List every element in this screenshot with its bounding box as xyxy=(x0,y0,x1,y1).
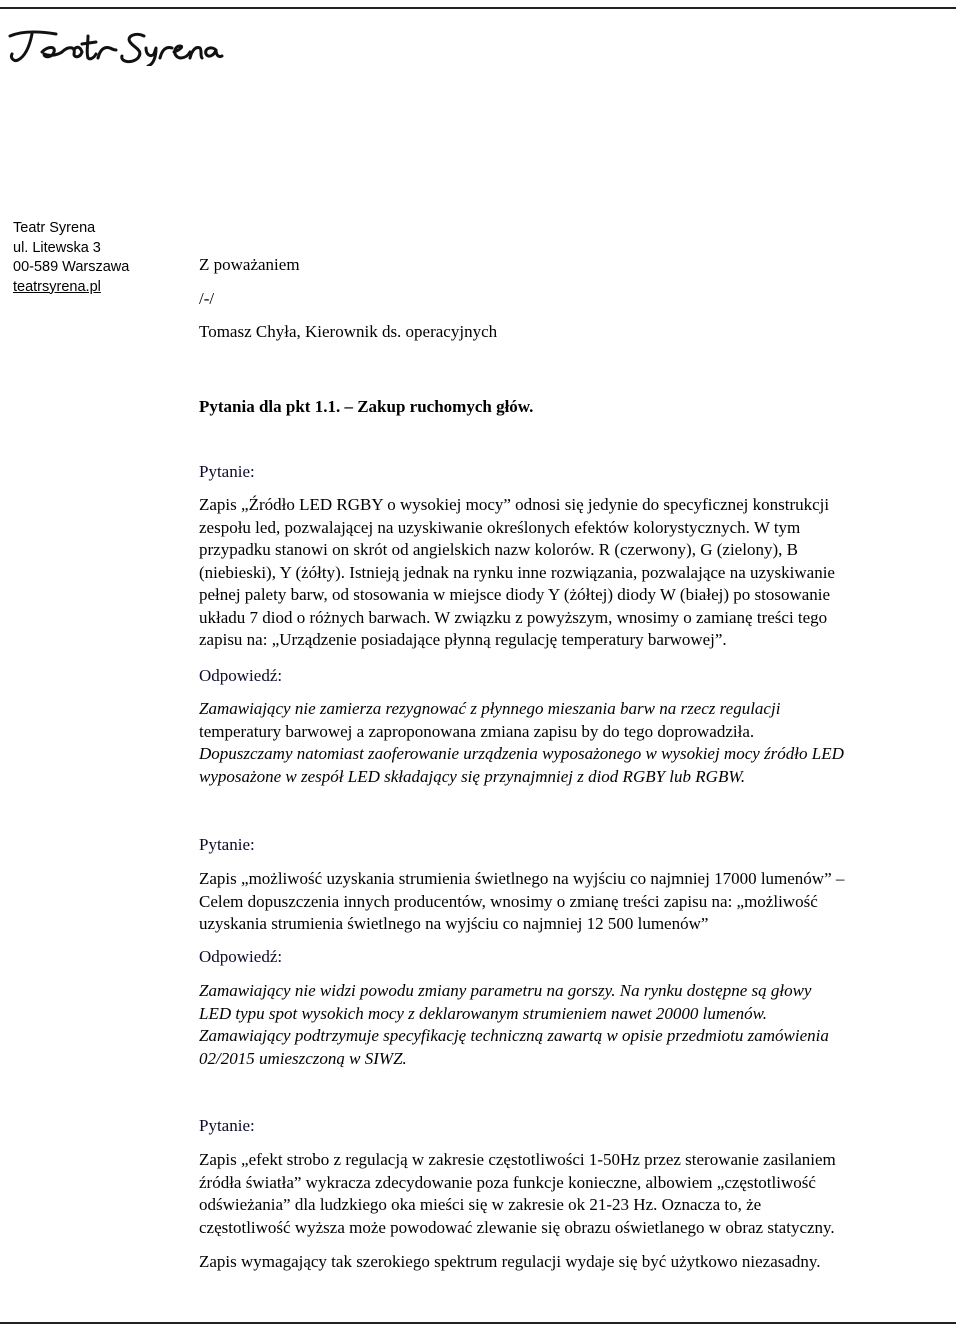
address-line-city: 00-589 Warszawa xyxy=(13,259,130,275)
section-title: Pytania dla pkt 1.1. – Zakup ruchomych głów. xyxy=(199,397,534,416)
answer-line: temperatury barwowej a zaproponowana zmiana zapisu by do tego doprowadziła. xyxy=(199,721,755,741)
question-line: odświeżania” dla ludzkiego oka mieści się w zakresie ok 21-23 Hz. Oznacza to, że xyxy=(199,1195,762,1214)
answer-text xyxy=(199,980,954,1070)
top-rule xyxy=(0,7,956,9)
question-text xyxy=(199,1149,954,1239)
question-line: zespołu led, pozwalającej na uzyskiwanie określonych efektów kolorystycznych. W tym xyxy=(199,517,801,537)
address-line-name: Teatr Syrena xyxy=(13,220,96,236)
signature-mark: /-/ xyxy=(199,289,215,308)
answer-line: Zamawiający podtrzymuje specyfikację techniczną zawartą w opisie przedmiotu zamówienia xyxy=(199,1026,829,1045)
bottom-rule xyxy=(0,1322,956,1324)
question-line: przypadku stanowi on skrót od angielskich nazw kolorów. R (czerwony), G (zielony), B xyxy=(199,540,798,559)
answer-text xyxy=(199,698,954,788)
answer-line: LED typu spot wysokich mocy z deklarowanym strumieniem nawet 20000 lumenów. xyxy=(199,1003,768,1023)
sender-address xyxy=(13,219,129,297)
question-line: Zapis „Źródło LED RGBY o wysokiej mocy” odnosi się jedynie do specyficznej konstrukcji xyxy=(199,495,830,514)
question-text xyxy=(199,868,954,936)
question-line: układu 7 diod o różnych barwach. W związku z powyższym, wnosimy o zamianę treści tego xyxy=(199,607,828,627)
teatr-syrena-logo xyxy=(4,22,224,71)
answer-line: wyposażone w zespół LED składający się przynajmniej z diod RGBY lub RGBW. xyxy=(199,766,746,786)
question-line: Zapis „możliwość uzyskania strumienia świetlnego na wyjściu co najmniej 17000 lumenów” – xyxy=(199,869,845,888)
question-line: Zapis „efekt strobo z regulacją w zakresie częstotliwości 1-50Hz przez sterowanie zasilaniem xyxy=(199,1150,836,1169)
question-text xyxy=(199,494,954,652)
address-line-street: ul. Litewska 3 xyxy=(13,239,101,256)
answer-label: Odpowiedź: xyxy=(199,947,283,966)
question-line: pełnej palety barw, od stosowania w miejsce diody Y (żółtej) diody W (białej) po stosowanie xyxy=(199,585,831,604)
question-line: (niebieski), Y (żółty). Istnieją jednak na rynku inne rozwiązania, pozwalające na uzyskiwanie xyxy=(199,562,835,582)
question-label: Pytanie: xyxy=(199,835,255,854)
question-label: Pytanie: xyxy=(199,462,255,481)
logo-script-graphic xyxy=(4,22,224,66)
question-line: Celem dopuszczenia innych producentów, wnosimy o zmianę treści zapisu na: „możliwość xyxy=(199,891,818,911)
question-line: zapisu na: „Urządzenie posiadające płynną regulację temperatury barwowej”. xyxy=(199,630,727,649)
answer-line: Dopuszczamy natomiast zaoferowanie urządzenia wyposażonego w wysokiej mocy źródło LED xyxy=(199,744,844,763)
website-link[interactable]: teatrsyrena.pl xyxy=(13,278,101,295)
question-extra-text: Zapis wymagający tak szerokiego spektrum regulacji wydaje się być użytkowo niezasadny. xyxy=(199,1252,821,1271)
closing-regards: Z poważaniem xyxy=(199,255,300,274)
question-line: uzyskania strumienia świetlnego na wyjściu co najmniej 12 500 lumenów” xyxy=(199,914,709,933)
answer-line: Zamawiający nie zamierza rezygnować z płynnego mieszania barw na rzecz regulacji xyxy=(199,699,781,718)
answer-label: Odpowiedź: xyxy=(199,666,283,685)
answer-line: Zamawiający nie widzi powodu zmiany parametru na gorszy. Na rynku dostępne są głowy xyxy=(199,981,812,1000)
signatory-name: Tomasz Chyła, Kierownik ds. operacyjnych xyxy=(199,322,498,341)
question-line: źródła światła” wykracza zdecydowanie poza funkcje konieczne, albowiem „częstotliwość xyxy=(199,1172,816,1192)
answer-line: 02/2015 umieszczoną w SIWZ. xyxy=(199,1048,407,1068)
question-label: Pytanie: xyxy=(199,1116,255,1135)
question-line: częstotliwość wyższa może powodować zlewanie się obrazu oświetlanego w obraz statyczny. xyxy=(199,1217,835,1237)
